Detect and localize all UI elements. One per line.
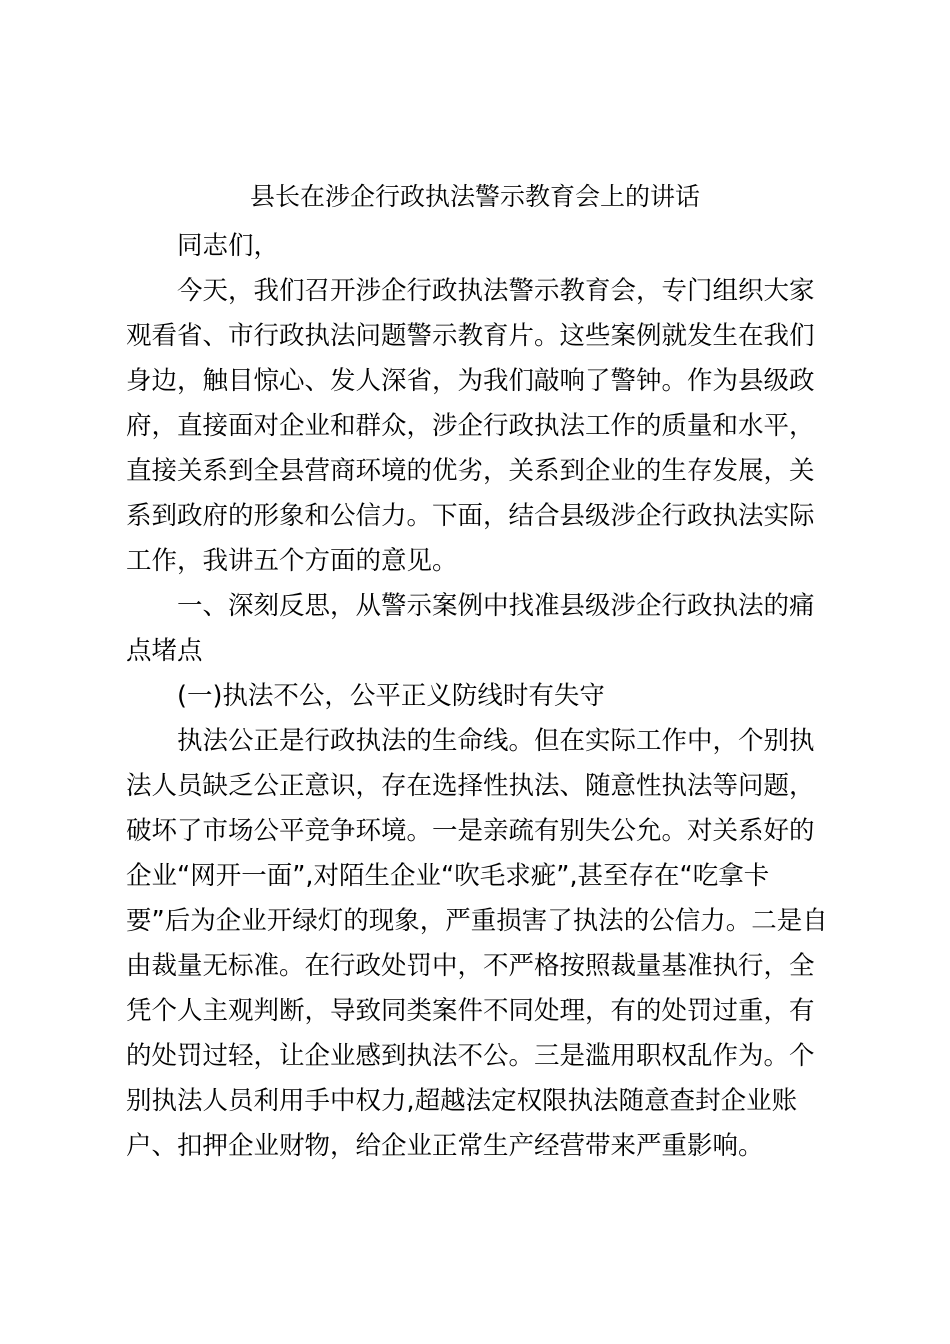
paragraph-line: 破坏了市场公平竞争环境。一是亲疏有别失公允。对关系好的 — [126, 816, 815, 846]
paragraph-line: 直接关系到全县营商环境的优劣，关系到企业的生存发展，关 — [126, 456, 815, 486]
document-title: 县长在涉企行政执法警示教育会上的讲话 — [249, 182, 700, 211]
section-heading-line: 一、深刻反思，从警示案例中找准县级涉企行政执法的痛 — [177, 591, 815, 621]
paragraph-line: 企业“网开一面”,对陌生企业“吹毛求疵”,甚至存在“吃拿卡 — [126, 861, 770, 891]
paragraph-line: 府，直接面对企业和群众，涉企行政执法工作的质量和水平， — [126, 411, 815, 441]
paragraph-line: 工作，我讲五个方面的意见。 — [126, 546, 458, 576]
paragraph-line: 执法公正是行政执法的生命线。但在实际工作中，个别执 — [177, 726, 815, 756]
subsection-heading: (一)执法不公，公平正义防线时有失守 — [177, 681, 605, 711]
paragraph-line: 法人员缺乏公正意识，存在选择性执法、随意性执法等问题， — [126, 771, 815, 801]
paragraph-line: 观看省、市行政执法问题警示教育片。这些案例就发生在我们 — [126, 321, 815, 351]
paragraph-line: 户、扣押企业财物，给企业正常生产经营带来严重影响。 — [126, 1131, 764, 1161]
paragraph-line: 由裁量无标准。在行政处罚中，不严格按照裁量基准执行，全 — [126, 951, 815, 981]
paragraph-line: 系到政府的形象和公信力。下面，结合县级涉企行政执法实际 — [126, 501, 815, 531]
paragraph-line: 别执法人员利用手中权力,超越法定权限执法随意查封企业账 — [126, 1086, 798, 1116]
section-heading-line: 点堵点 — [126, 636, 203, 666]
salutation: 同志们， — [177, 231, 280, 261]
paragraph-line: 今天，我们召开涉企行政执法警示教育会，专门组织大家 — [177, 276, 815, 306]
document-body — [126, 224, 831, 1169]
paragraph-line: 身边，触目惊心、发人深省，为我们敲响了警钟。作为县级政 — [126, 366, 815, 396]
paragraph-line: 的处罚过轻，让企业感到执法不公。三是滥用职权乱作为。个 — [126, 1041, 815, 1071]
paragraph-line: 要”后为企业开绿灯的现象，严重损害了执法的公信力。二是自 — [126, 906, 828, 936]
paragraph-line: 凭个人主观判断，导致同类案件不同处理，有的处罚过重，有 — [126, 996, 815, 1026]
